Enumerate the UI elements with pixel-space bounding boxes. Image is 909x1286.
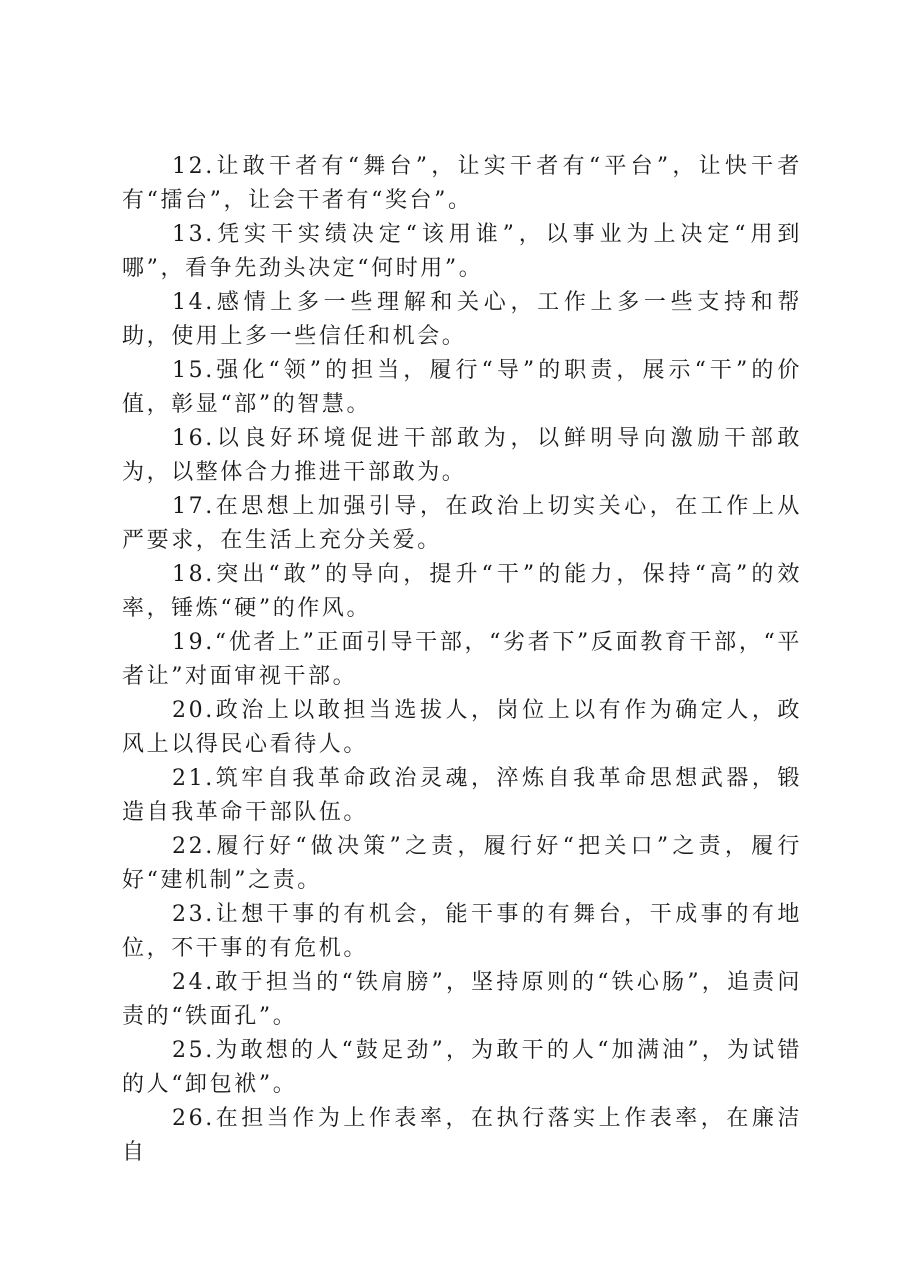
- list-item: 23.让想干事的有机会，能干事的有舞台，干成事的有地位，不干事的有危机。: [122, 902, 802, 961]
- list-item: 18.突出“敢”的导向，提升“干”的能力，保持“高”的效率，锤炼“硬”的作风。: [122, 562, 802, 621]
- list-item: 21.筑牢自我革命政治灵魂，淬炼自我革命思想武器，锻造自我革命干部队伍。: [122, 766, 802, 825]
- list-item: 25.为敢想的人“鼓足劲”，为敢干的人“加满油”，为试错的人“卸包袱”。: [122, 1038, 802, 1097]
- list-item: 26.在担当作为上作表率，在执行落实上作表率，在廉洁自: [122, 1106, 802, 1165]
- list-item: 12.让敢干者有“舞台”，让实干者有“平台”，让快干者有“擂台”，让会干者有“奖台”。: [122, 154, 802, 213]
- list-item: 13.凭实干实绩决定“该用谁”，以事业为上决定“用到哪”，看争先劲头决定“何时用”。: [122, 222, 802, 281]
- list-item: 16.以良好环境促进干部敢为，以鲜明导向激励干部敢为，以整体合力推进干部敢为。: [122, 426, 802, 485]
- list-item: 14.感情上多一些理解和关心，工作上多一些支持和帮助，使用上多一些信任和机会。: [122, 290, 802, 349]
- list-item: 22.履行好“做决策”之责，履行好“把关口”之责，履行好“建机制”之责。: [122, 834, 802, 893]
- document-body: [122, 150, 802, 1170]
- list-item: 20.政治上以敢担当选拔人，岗位上以有作为确定人，政风上以得民心看待人。: [122, 698, 802, 757]
- list-item: 15.强化“领”的担当，履行“导”的职责，展示“干”的价值，彰显“部”的智慧。: [122, 358, 802, 417]
- list-item: 24.敢于担当的“铁肩膀”，坚持原则的“铁心肠”，追责问责的“铁面孔”。: [122, 970, 802, 1029]
- list-item: 17.在思想上加强引导，在政治上切实关心，在工作上从严要求，在生活上充分关爱。: [122, 494, 802, 553]
- list-item: 19.“优者上”正面引导干部，“劣者下”反面教育干部，“平者让”对面审视干部。: [122, 630, 802, 689]
